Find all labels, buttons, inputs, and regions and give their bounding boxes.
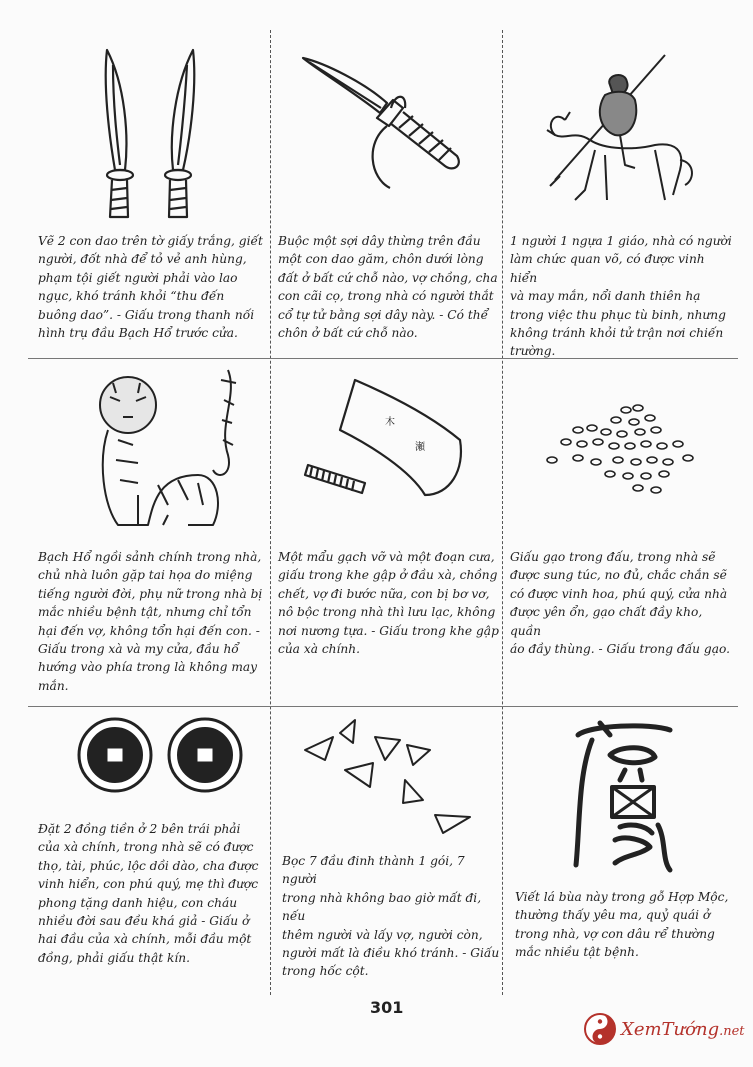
svg-text:木: 木 — [385, 417, 395, 428]
site-watermark — [583, 1010, 748, 1058]
seven-nails-illustration — [295, 715, 485, 835]
seven-nails-caption: Bọc 7 đầu đinh thành 1 gói, 7 người trong nhà không bao giờ mất đi, nếu thêm người và lấy vợ, người còn, người mất là điều khó tránh. - Giấu trong hốc cột. — [282, 854, 500, 979]
rice-illustration — [538, 400, 708, 500]
rice-caption: Giấu gạo trong đấu, trong nhà sẽ được sung túc, no đủ, chắc chắn sẽ có được vinh hoa, phú quý, cửa nhà được yên ổn, gạo chất đầy kho, quần áo đầy thùng. - Giấu trong đấu gạo. — [510, 550, 730, 657]
column-divider — [270, 30, 271, 995]
tile-saw-illustration — [300, 375, 480, 505]
yin-yang-icon — [583, 1012, 617, 1046]
talisman-caption: Viết lá bùa này trong gỗ Hợp Mộc, thường thấy yêu ma, quỷ quái ở trong nhà, vợ con dâu rể thường mắc nhiều tật bệnh. — [515, 890, 729, 960]
two-knives-caption: Vẽ 2 con dao trên tờ giấy trắng, giết người, đốt nhà để tỏ vẻ anh hùng, phạm tội giết người phải vào lao ngục, khó tránh khỏi “thu đến buông dao”. - Giấu trong thanh nối hình trụ đầu Bạch Hổ trước cửa. — [38, 234, 263, 341]
two-coins-illustration — [75, 715, 250, 795]
column-divider — [502, 30, 503, 995]
watermark-brand: XemTướng — [621, 1019, 720, 1040]
watermark-text — [621, 1019, 745, 1040]
dagger-rope-caption: Buộc một sợi dây thừng trên đầu một con dao găm, chôn dưới lòng đất ở bất cứ chỗ nào, vợ chồng, cha con cãi cọ, trong nhà có người thắt cổ tự tử bằng sợi dây này. - Có thể chôn ở bất cứ chỗ nào. — [278, 234, 498, 341]
horseman-illustration — [535, 50, 705, 220]
dagger-rope-illustration — [295, 48, 475, 198]
svg-text:瀬: 瀬 — [415, 442, 425, 453]
tile-saw-caption: Một mẩu gạch vỡ và một đoạn cưa, giấu trong khe gập ở đầu xà, chồng chết, vợ đi bước nữa, con bị bơ vơ, nô bộc trong nhà thì lưu lạc, không nơi nương tựa. - Giấu trong khe gập của xà chính. — [278, 550, 499, 657]
row-divider — [28, 706, 738, 707]
watermark-suffix: .net — [719, 1024, 745, 1039]
page-number: 301 — [370, 998, 404, 1017]
white-tiger-caption: Bạch Hổ ngồi sảnh chính trong nhà, chủ nhà luôn gặp tai họa do miệng tiếng người đời, phụ nữ trong nhà bị mắc nhiều bệnh tật, nhưng chỉ tổn hại đến vợ, không tổn hại đến con. - Giấu trong xà và my cửa, đầu hổ hướng vào phía trong là không may mắn. — [38, 550, 263, 693]
horseman-caption: 1 người 1 ngựa 1 giáo, nhà có người làm chức quan võ, có được vinh hiển và may mắn, nổi danh thiên hạ trong việc thu phục tù binh, nhưng không tránh khỏi tử trận nơi chiến trường. — [510, 234, 732, 359]
two-coins-caption: Đặt 2 đồng tiền ở 2 bên trái phải của xà chính, trong nhà sẽ có được thọ, tài, phúc, lộc dồi dào, cha được vinh hiển, con phú quý, mẹ thì được phong tặng danh hiệu, con cháu nhiều đời sau đều khá giả - Giấu ở hai đầu của xà chính, mỗi đầu một đồng, phải giấu thật kín. — [38, 822, 259, 965]
white-tiger-illustration — [78, 365, 258, 535]
talisman-illustration — [570, 715, 680, 875]
two-knives-illustration — [95, 45, 215, 225]
